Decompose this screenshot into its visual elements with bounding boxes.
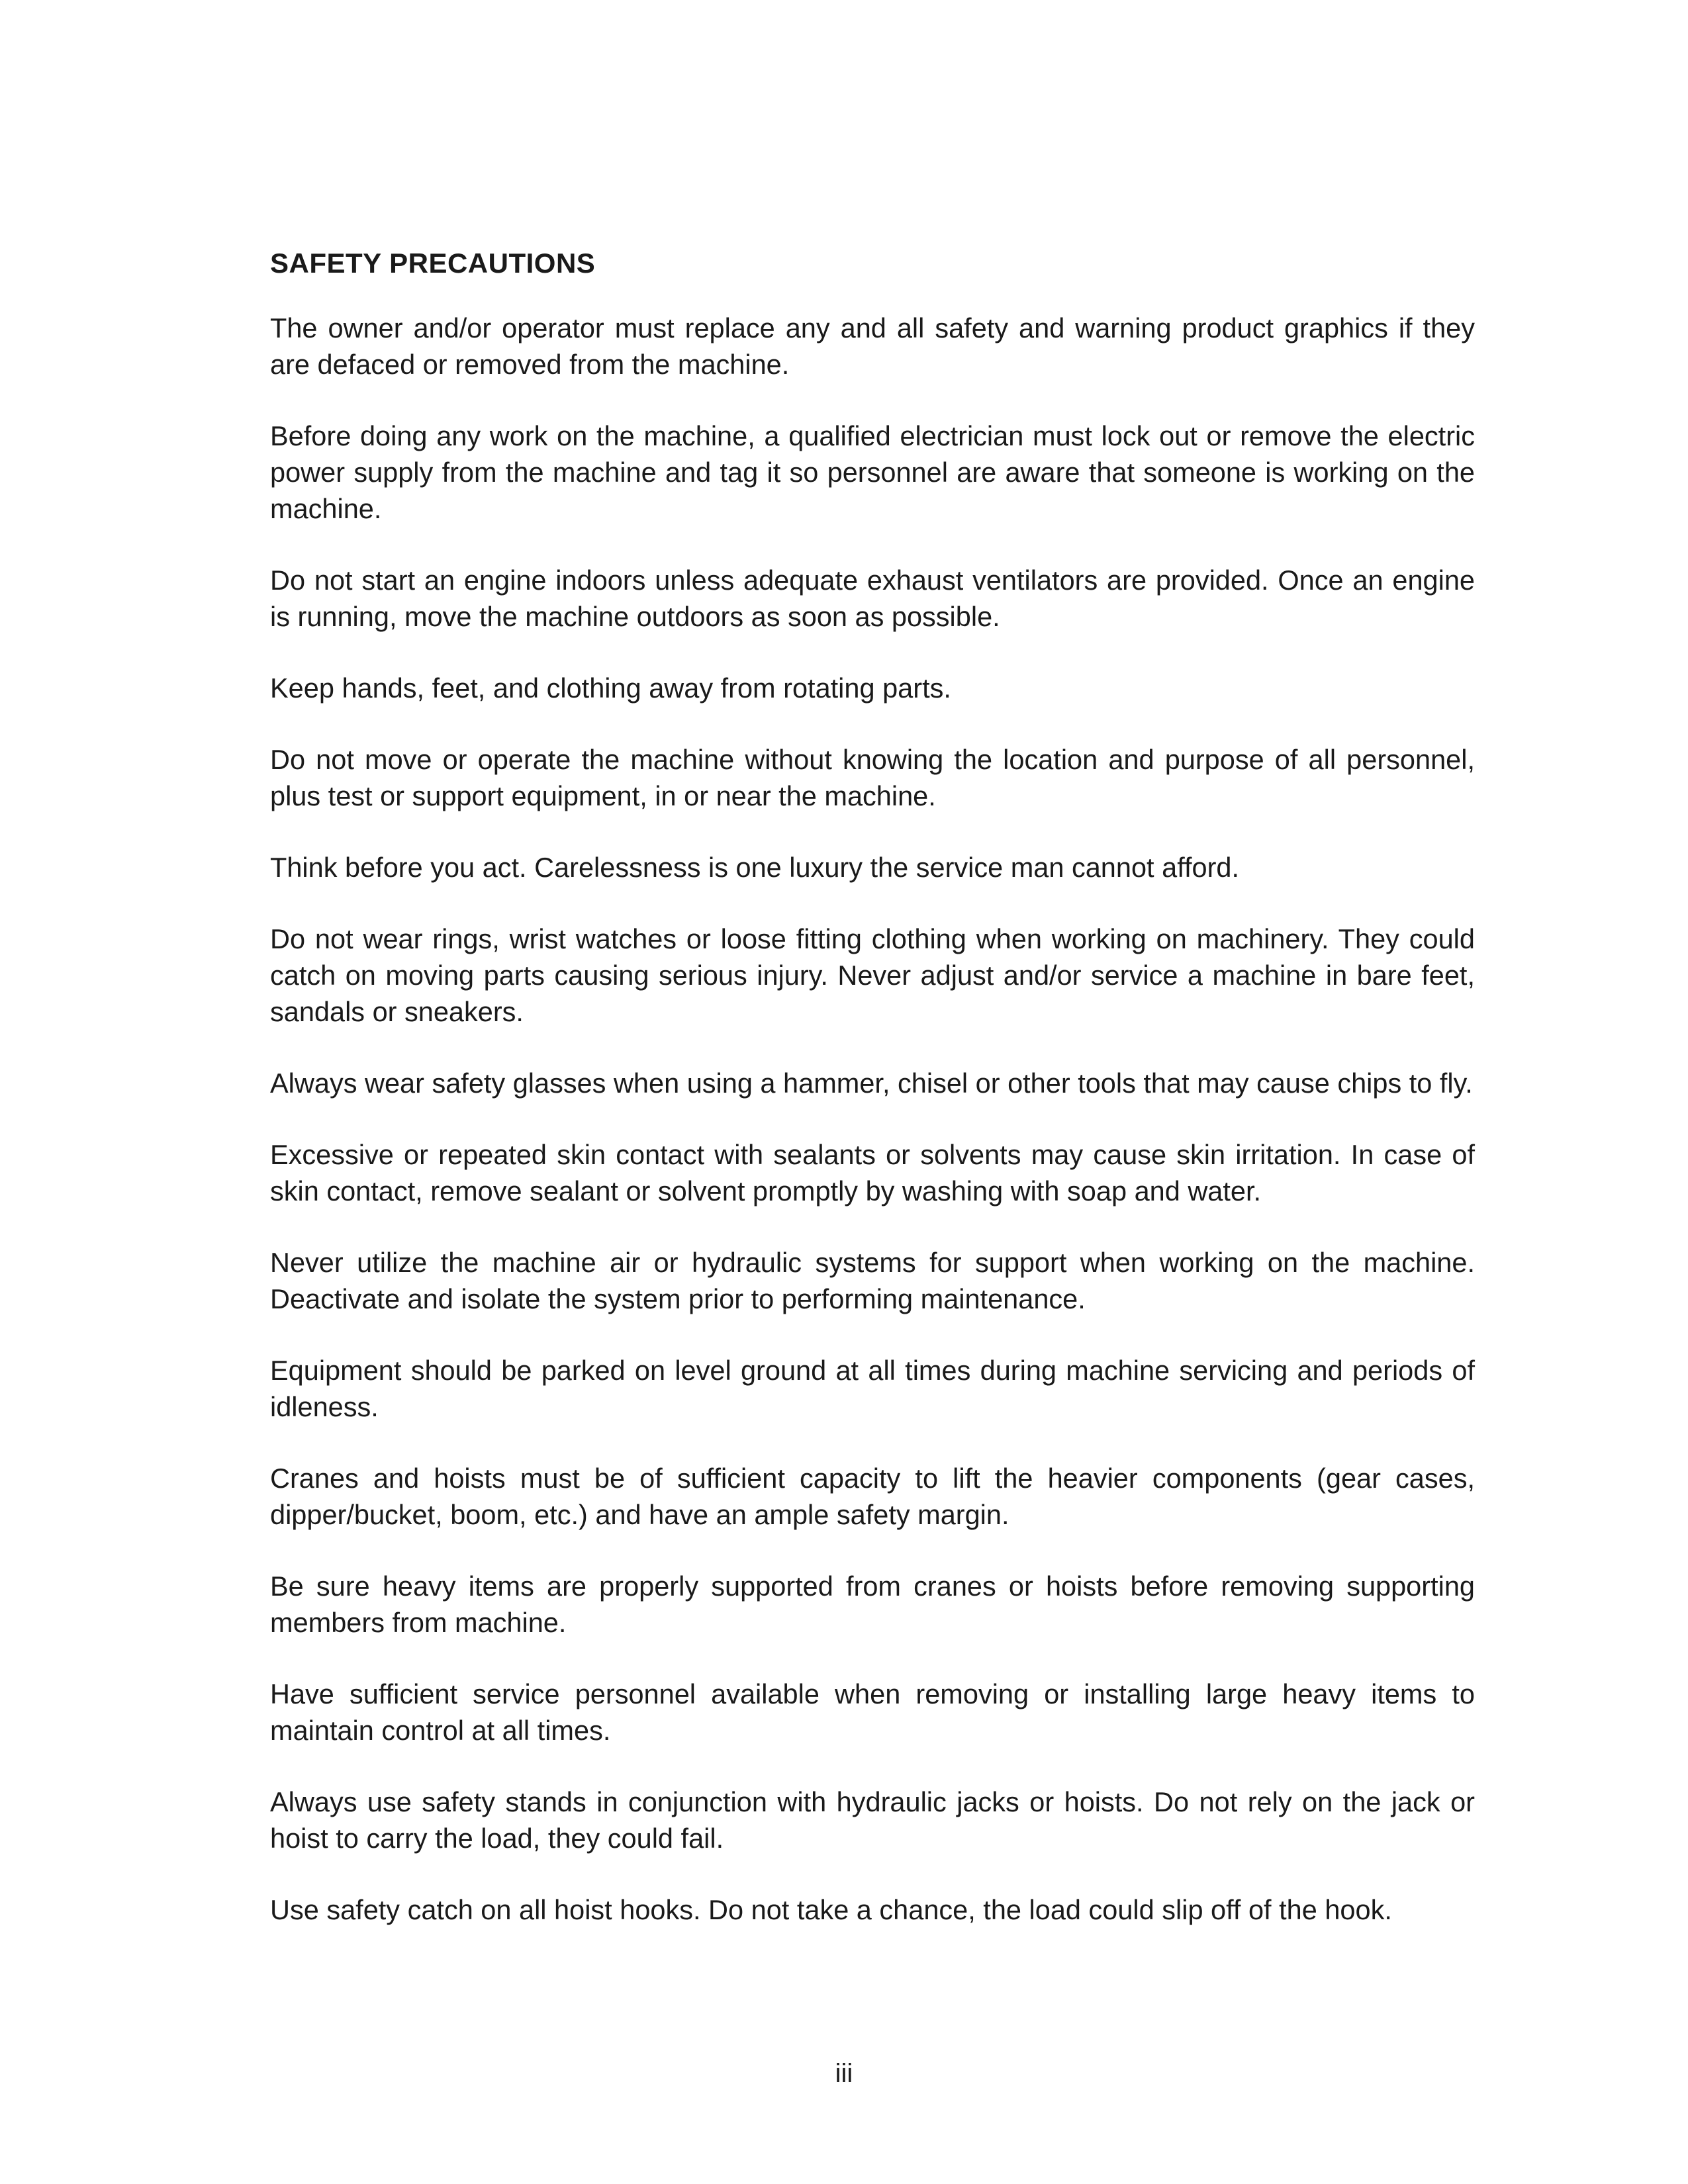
- paragraph-lock-out-power: Before doing any work on the machine, a qualified electrician must lock out or remove the electric power supply from the machine and tag it so personnel are aware that someone is working on the machine.: [270, 420, 1475, 524]
- paragraph-rotating-parts: Keep hands, feet, and clothing away from rotating parts.: [270, 672, 951, 704]
- paragraph-safety-catch: Use safety catch on all hoist hooks. Do not take a chance, the load could slip off of the hook.: [270, 1894, 1392, 1925]
- paragraph-personnel-location: Do not move or operate the machine without knowing the location and purpose of all personnel, plus test or support equipment, in or near the machine.: [270, 744, 1475, 811]
- paragraph-safety-glasses: Always wear safety glasses when using a hammer, chisel or other tools that may cause chips to fly.: [270, 1068, 1473, 1099]
- page-number: iii: [835, 2059, 853, 2088]
- paragraph-service-personnel: Have sufficient service personnel available when removing or installing large heavy items to maintain control at all times.: [270, 1678, 1475, 1746]
- document-body: [270, 246, 1475, 1963]
- paragraph-crane-capacity: Cranes and hoists must be of sufficient capacity to lift the heavier components (gear cases, dipper/bucket, boom, etc.) and have an ample safety margin.: [270, 1463, 1475, 1530]
- paragraph-think-before-act: Think before you act. Carelessness is one luxury the service man cannot afford.: [270, 852, 1240, 883]
- paragraph-engine-indoors: Do not start an engine indoors unless adequate exhaust ventilators are provided. Once an engine is running, move the machine outdoors as soon as possible.: [270, 565, 1475, 632]
- page-title: SAFETY PRECAUTIONS: [270, 248, 596, 279]
- paragraph-level-ground: Equipment should be parked on level ground at all times during machine servicing and periods of idleness.: [270, 1355, 1475, 1422]
- paragraph-replace-graphics: The owner and/or operator must replace any and all safety and warning product graphics if they are defaced or removed from the machine.: [270, 312, 1475, 380]
- paragraph-heavy-items: Be sure heavy items are properly supported from cranes or hoists before removing supporting members from machine.: [270, 1570, 1475, 1638]
- paragraph-skin-contact: Excessive or repeated skin contact with sealants or solvents may cause skin irritation. In case of skin contact, remove sealant or solvent promptly by washing with soap and water.: [270, 1139, 1475, 1206]
- paragraph-safety-stands: Always use safety stands in conjunction with hydraulic jacks or hoists. Do not rely on the jack or hoist to carry the load, they could fail.: [270, 1786, 1475, 1854]
- paragraph-air-hydraulic: Never utilize the machine air or hydraulic systems for support when working on the machine. Deactivate and isolate the system prior to performing maintenance.: [270, 1247, 1475, 1314]
- paragraph-clothing: Do not wear rings, wrist watches or loose fitting clothing when working on machinery. They could catch on moving parts causing serious injury. Never adjust and/or service a machine in bare feet, sandals or sneakers.: [270, 923, 1475, 1027]
